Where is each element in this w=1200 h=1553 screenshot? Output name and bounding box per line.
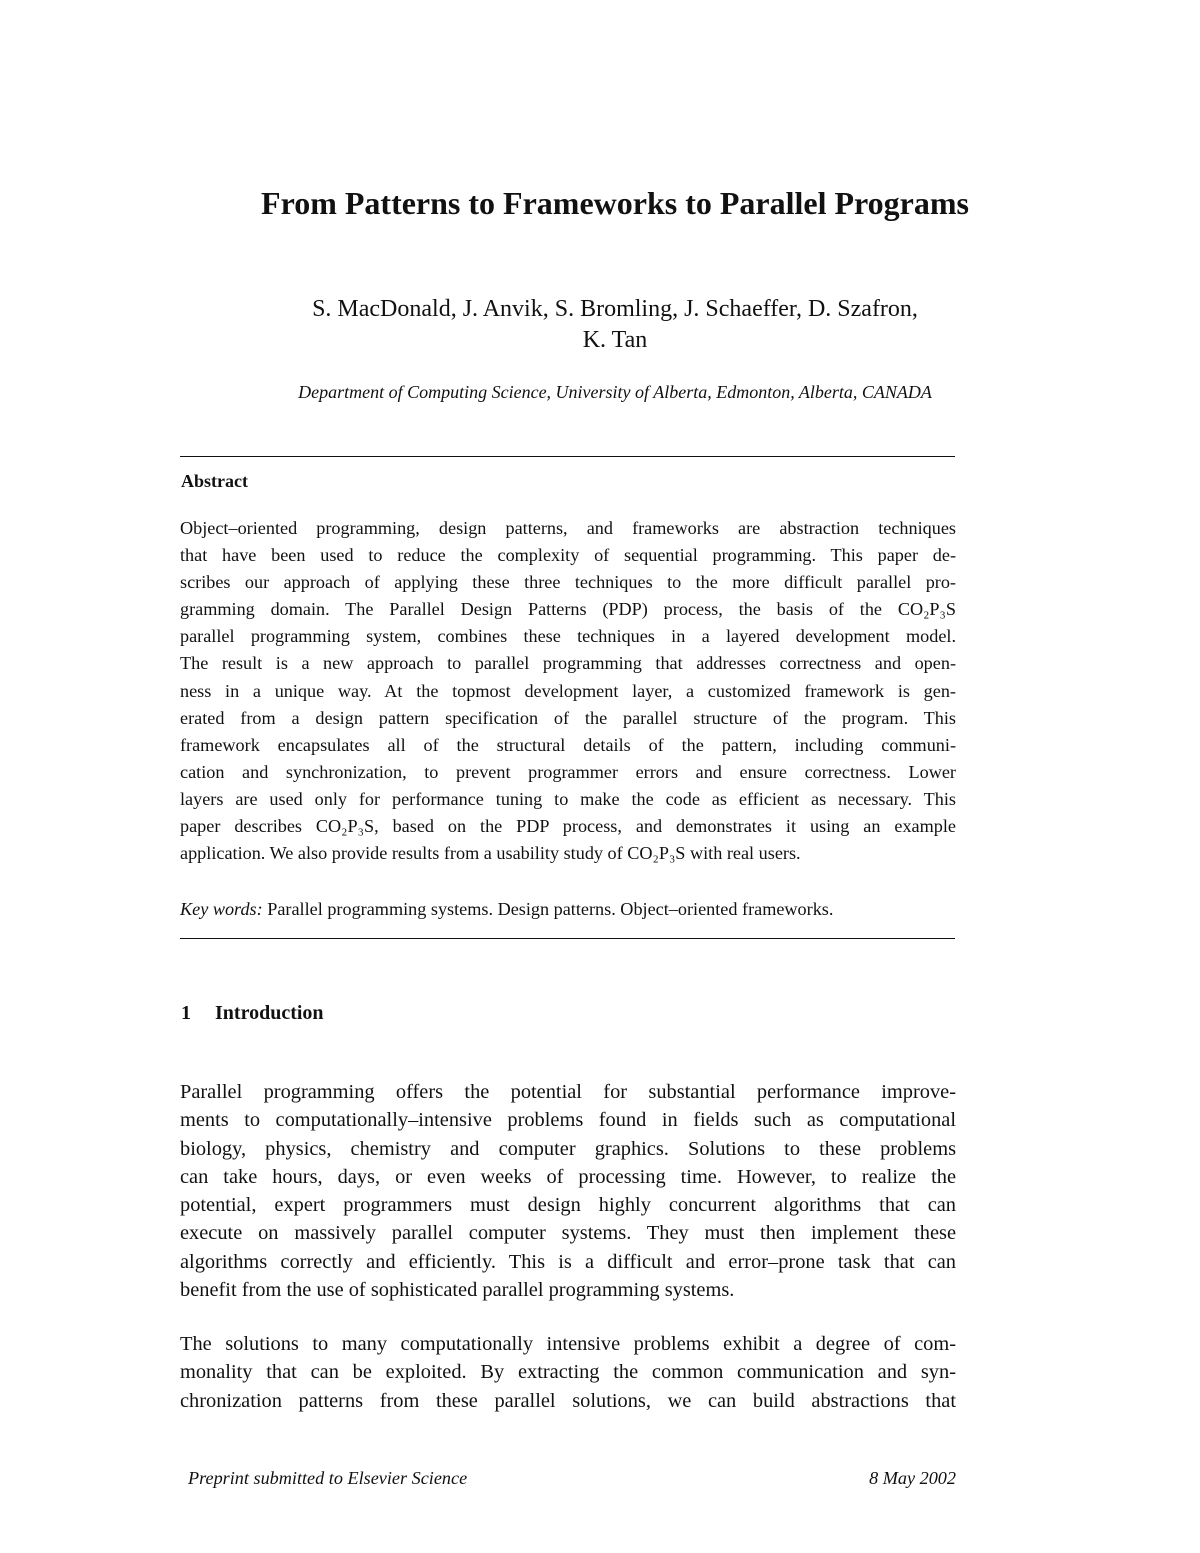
abstract-line: paper describes CO₂P₃S, based on the PDP process, and demonstrates it using an example [180,816,956,837]
section-heading-introduction [181,1000,324,1026]
abstract-heading: Abstract [181,471,248,491]
abstract-bottom-rule [180,938,955,939]
footer-date: 8 May 2002 [869,1468,956,1488]
author-list [150,294,1080,356]
abstract-line: erated from a design pattern specification of the parallel structure of the program. This [180,707,956,728]
abstract-line: framework encapsulates all of the structural details of the pattern, including communi- [180,734,956,755]
abstract-line: cation and synchronization, to prevent programmer errors and ensure correctness. Lower [180,761,956,782]
paragraph-line: Parallel programming offers the potential for substantial performance improve- [180,1081,956,1103]
paragraph-line: The solutions to many computationally intensive problems exhibit a degree of com- [180,1333,956,1355]
author-line: K. Tan [582,327,648,353]
abstract-line: ness in a unique way. At the topmost development layer, a customized framework is gen- [180,680,956,701]
abstract-line: scribes our approach of applying these three techniques to the more difficult parallel pro- [180,572,956,593]
abstract-line: The result is a new approach to parallel programming that addresses correctness and open- [180,653,956,674]
footer-preprint-note: Preprint submitted to Elsevier Science [188,1468,468,1488]
abstract-top-rule [180,456,955,457]
abstract-line: Object–oriented programming, design patterns, and frameworks are abstraction techniques [180,518,956,538]
abstract-text [180,515,956,867]
author-line: S. MacDonald, J. Anvik, S. Bromling, J. Schaeffer, D. Szafron, [312,296,918,322]
abstract-line: that have been used to reduce the complexity of sequential programming. This paper de- [180,545,956,566]
paragraph-line: potential, expert programmers must design highly concurrent algorithms that can [180,1194,956,1217]
section-number: 1 [181,1002,191,1024]
abstract-line: layers are used only for performance tuning to make the code as efficient as necessary. This [180,788,956,809]
section-title: Introduction [215,1002,324,1024]
paragraph-line: biology, physics, chemistry and computer graphics. Solutions to these problems [180,1137,956,1160]
abstract-line: parallel programming system, combines these techniques in a layered development model. [180,626,956,647]
paragraph-line: monality that can be exploited. By extracting the common communication and syn- [180,1361,956,1384]
paragraph-line: execute on massively parallel computer systems. They must then implement these [180,1222,956,1245]
paragraph-line: benefit from the use of sophisticated parallel programming systems. [180,1279,735,1302]
paragraph-line: ments to computationally–intensive problems found in fields such as computational [180,1109,956,1132]
paragraph-line: chronization patterns from these parallel solutions, we can build abstractions that [180,1389,956,1412]
abstract-line: gramming domain. The Parallel Design Patterns (PDP) process, the basis of the CO₂P₃S [180,599,956,620]
abstract-line: application. We also provide results from a usability study of CO₂P₃S with real users. [180,843,801,864]
keywords-label: Key words: [180,899,263,919]
keywords-text: Parallel programming systems. Design patterns. Object–oriented frameworks. [267,899,834,919]
affiliation: Department of Computing Science, University of Alberta, Edmonton, Alberta, CANADA [298,382,932,402]
keywords [180,897,956,921]
intro-paragraph-2 [180,1330,956,1415]
paper-title: From Patterns to Frameworks to Parallel Programs [261,185,969,221]
paragraph-line: algorithms correctly and efficiently. This is a difficult and error–prone task that can [180,1250,956,1273]
intro-paragraph-1 [180,1078,956,1304]
paragraph-line: can take hours, days, or even weeks of processing time. However, to realize the [180,1165,956,1188]
